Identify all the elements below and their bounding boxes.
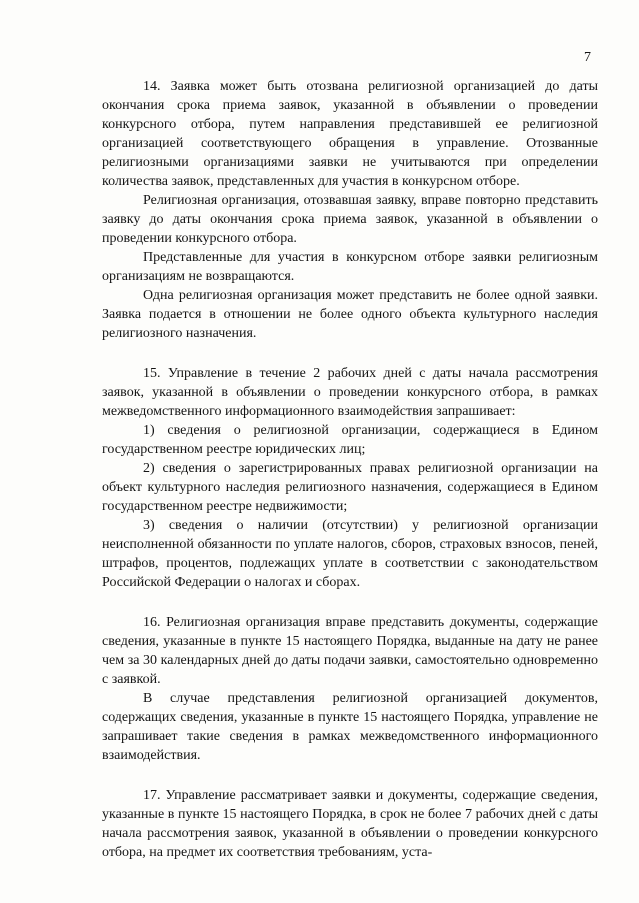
paragraph-17: 17. Управление рассматривает заявки и документы, содержащие сведения, указанные в пункте 15 настоящего Порядка, в срок не более 7 рабочих дней с даты начала рассмотрения заявок, указанной в объявлении о проведении конкурсного отбора, на предмет их соответствия требованиям, уста- xyxy=(102,788,598,860)
paragraph-15-item-1: 1) сведения о религиозной организации, содержащиеся в Едином государственном реестре юридических лиц; xyxy=(102,423,598,457)
page-number: 7 xyxy=(584,50,591,65)
section-gap xyxy=(102,592,598,613)
paragraph-14-one-application: Одна религиозная организация может представить не более одной заявки. Заявка подается в отношении не более одного объекта культурного наследия религиозного назначения. xyxy=(102,288,598,341)
paragraph-16-case: В случае представления религиозной организацией документов, содержащих сведения, указанные в пункте 15 настоящего Порядка, управление не запрашивает такие сведения в рамках межведомственного информационного взаимодействия. xyxy=(102,691,598,763)
paragraph-14-resubmit: Религиозная организация, отозвавшая заявку, вправе повторно представить заявку до даты окончания срока приема заявок, указанной в объявлении о проведении конкурсного отбора. xyxy=(102,193,598,246)
paragraph-15-item-3: 3) сведения о наличии (отсутствии) у религиозной организации неисполненной обязанности по уплате налогов, сборов, страховых взносов, пеней, штрафов, процентов, подлежащих уплате в соответствии с законодательством Российской Федерации о налогах и сборах. xyxy=(102,518,598,590)
document-body xyxy=(102,77,598,862)
section-gap xyxy=(102,765,598,786)
section-gap xyxy=(102,343,598,364)
paragraph-14: 14. Заявка может быть отозвана религиозной организацией до даты окончания срока приема заявок, указанной в объявлении о проведении конкурсного отбора, путем направления представившей ее религиозной организацией соответствующего обращения в управление. Отозванные религиозными организациями заявки не учитываются при определении количества заявок, представленных для участия в конкурсном отборе. xyxy=(102,79,598,189)
paragraph-14-not-returned: Представленные для участия в конкурсном отборе заявки религиозным организациям не возвращаются. xyxy=(102,250,598,284)
paragraph-16: 16. Религиозная организация вправе представить документы, содержащие сведения, указанные в пункте 15 настоящего Порядка, выданные на дату не ранее чем за 30 календарных дней до даты подачи заявки, самостоятельно одновременно с заявкой. xyxy=(102,615,598,687)
paragraph-15: 15. Управление в течение 2 рабочих дней с даты начала рассмотрения заявок, указанной в объявлении о проведении конкурсного отбора, в рамках межведомственного информационного взаимодействия запрашивает: xyxy=(102,366,598,419)
paragraph-15-item-2: 2) сведения о зарегистрированных правах религиозной организации на объект культурного наследия религиозного назначения, содержащиеся в Едином государственном реестре недвижимости; xyxy=(102,461,598,514)
